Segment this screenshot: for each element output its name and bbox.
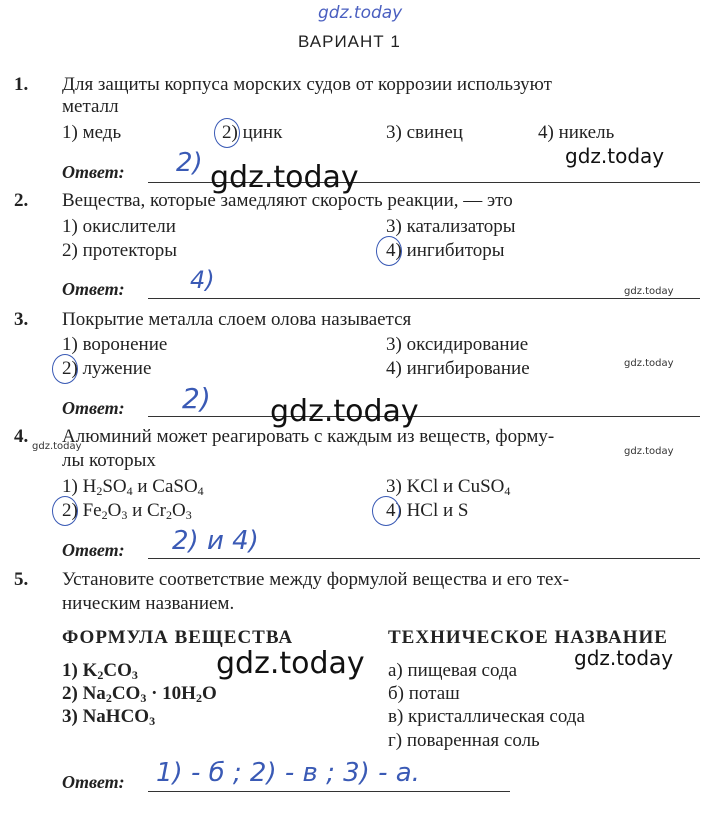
watermark-mid: gdz.today xyxy=(574,646,674,670)
q5-text-line1: Установите соответствие между формулой вещества и его тех- xyxy=(62,569,570,590)
watermark-small: gdz.today xyxy=(624,286,674,297)
watermark-mid: gdz.today xyxy=(565,144,665,168)
q3-answer-line xyxy=(148,416,700,417)
q4-text-line2: лы которых xyxy=(62,450,156,471)
watermark-small: gdz.today xyxy=(624,358,674,369)
q3-text-line1: Покрытие металла слоем олова называется xyxy=(62,309,412,330)
q3-answer-handwritten: 2) xyxy=(182,382,211,415)
q5-column-header-formula: ФОРМУЛА ВЕЩЕСТВА xyxy=(62,627,294,648)
watermark-small: gdz.today xyxy=(32,441,82,452)
q2-text-line1: Вещества, которые замедляют скорость реакции, — это xyxy=(62,190,513,211)
q1-text-line2: металл xyxy=(62,96,119,117)
q1-answer-handwritten: 2) xyxy=(176,148,203,178)
q5-text-line2: ническим названием. xyxy=(62,593,235,614)
q5-column-header-name: ТЕХНИЧЕСКОЕ НАЗВАНИЕ xyxy=(388,627,668,648)
q5-formula-1: 1) $K_2CO_3$ xyxy=(62,660,138,682)
watermark-big: gdz.today xyxy=(210,160,359,195)
q3-option-3: 3) оксидирование xyxy=(386,334,529,355)
watermark-big: gdz.today xyxy=(270,394,419,429)
watermark-top: gdz.today xyxy=(318,3,403,23)
q5-name-c: в) кристаллическая сода xyxy=(388,706,585,727)
q5-formula-3: 3) NaHCO$_3$ xyxy=(62,706,156,728)
q3-number: 3. xyxy=(14,309,29,330)
q3-option-4: 4) ингибирование xyxy=(386,358,530,379)
variant-title: ВАРИАНТ 1 xyxy=(298,32,401,51)
q4-option-2: 2) $Fe_2O_3$ и $Cr_2O_3$ xyxy=(62,500,192,522)
q3-answer-circle xyxy=(52,354,78,384)
q1-option-4: 4) никель xyxy=(538,122,615,143)
q2-answer-line xyxy=(148,298,700,299)
q2-option-1: 1) окислители xyxy=(62,216,176,237)
q1-number: 1. xyxy=(14,74,29,95)
q1-option-1: 1) медь xyxy=(62,122,122,143)
q5-name-d: г) поваренная соль xyxy=(388,730,540,751)
q1-answer-label: Ответ: xyxy=(62,162,125,182)
q4-option-4: 4) HCl и S xyxy=(386,500,469,521)
watermark-big: gdz.today xyxy=(216,646,365,681)
q4-answer-handwritten: 2) и 4) xyxy=(172,526,259,556)
q2-answer-label: Ответ: xyxy=(62,279,125,299)
watermark-small: gdz.today xyxy=(624,446,674,457)
q4-answer-circle-2 xyxy=(52,496,78,526)
q1-answer-circle xyxy=(214,118,240,148)
q2-option-4: 4) ингибиторы xyxy=(386,240,505,261)
q5-name-a: а) пищевая сода xyxy=(388,660,518,681)
q3-option-2: 2) лужение xyxy=(62,358,152,379)
q5-answer-line xyxy=(148,791,510,792)
q2-option-2: 2) протекторы xyxy=(62,240,178,261)
q4-option-1: 1) $H_2SO_4$ и CaSO$_4$ xyxy=(62,476,204,498)
q3-option-1: 1) воронение xyxy=(62,334,168,355)
q5-formula-2: 2) $Na_2CO_3 \cdot 10H_2O$ xyxy=(62,683,217,705)
q5-number: 5. xyxy=(14,569,29,590)
q4-answer-line xyxy=(148,558,700,559)
q2-answer-handwritten: 4) xyxy=(190,266,215,294)
q4-number: 4. xyxy=(14,426,29,447)
q4-answer-label: Ответ: xyxy=(62,540,125,560)
q1-option-2: 2) цинк xyxy=(222,122,283,143)
q2-option-3: 3) катализаторы xyxy=(386,216,516,237)
q2-answer-circle xyxy=(376,236,402,266)
q2-number: 2. xyxy=(14,190,29,211)
q1-option-3: 3) свинец xyxy=(386,122,463,143)
q1-text-line1: Для защиты корпуса морских судов от коррозии используют xyxy=(62,74,552,95)
q4-option-3: 3) KCl и CuSO$_4$ xyxy=(386,476,511,498)
q5-answer-label: Ответ: xyxy=(62,772,125,792)
q5-name-b: б) поташ xyxy=(388,683,460,704)
q4-answer-circle-4 xyxy=(372,496,400,526)
q4-text-line1: Алюминий может реагировать с каждым из веществ, форму- xyxy=(62,426,555,447)
q5-answer-handwritten: 1) - б ; 2) - в ; 3) - а. xyxy=(156,758,420,788)
q3-answer-label: Ответ: xyxy=(62,398,125,418)
